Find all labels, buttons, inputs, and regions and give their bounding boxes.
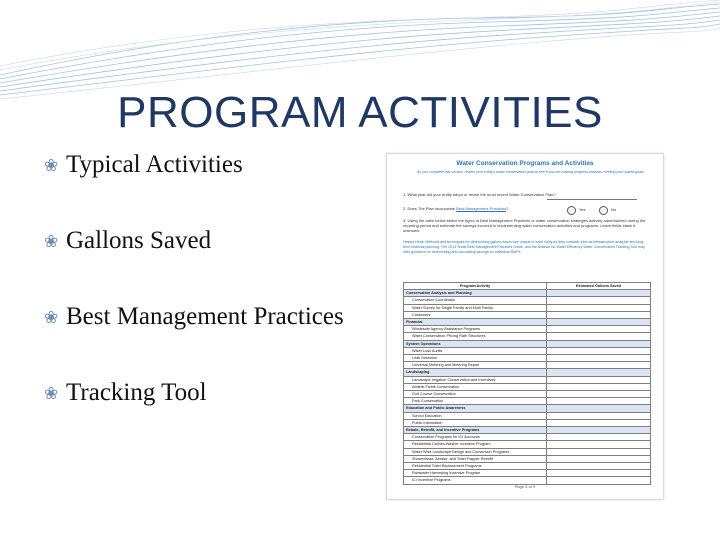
gallons-cell bbox=[547, 355, 651, 362]
bullet-item bbox=[44, 226, 364, 256]
flower-bullet-icon: ❀ bbox=[44, 232, 59, 251]
table-row bbox=[404, 355, 651, 362]
table-row bbox=[404, 326, 651, 333]
table-row bbox=[404, 434, 651, 441]
table-row bbox=[404, 311, 651, 318]
gallons-cell bbox=[547, 434, 651, 441]
activity-cell: School Education bbox=[404, 412, 547, 419]
gallons-cell bbox=[547, 398, 651, 405]
no-radio bbox=[599, 206, 608, 215]
table-row bbox=[404, 470, 651, 477]
category-cell: Rebate, Retrofit, and Incentive Programs bbox=[404, 427, 547, 434]
table-row bbox=[404, 369, 651, 376]
gallons-cell bbox=[547, 383, 651, 390]
gallons-cell bbox=[547, 290, 651, 297]
document-intro: As you complete this section, review your entity's water conservation plan to see if you are making progress towards meeting your stated goals. bbox=[417, 170, 645, 174]
flower-bullet-icon: ❀ bbox=[44, 308, 59, 327]
gallons-cell bbox=[547, 362, 651, 369]
gallons-cell bbox=[547, 470, 651, 477]
table-row bbox=[404, 383, 651, 390]
table-row bbox=[404, 412, 651, 419]
gallons-cell bbox=[547, 463, 651, 470]
gallons-cell bbox=[547, 419, 651, 426]
document-title: Water Conservation Programs and Activities bbox=[456, 160, 594, 167]
gallons-cell bbox=[547, 304, 651, 311]
no-label: No bbox=[611, 207, 617, 212]
activity-cell: ICI Incentive Programs bbox=[404, 477, 547, 484]
yes-label: Yes bbox=[579, 207, 586, 212]
flower-bullet-icon: ❀ bbox=[44, 384, 59, 403]
activity-cell: Water Loss Audits bbox=[404, 347, 547, 354]
question-2-suffix: ? bbox=[506, 206, 509, 211]
answer-line bbox=[547, 199, 637, 200]
gallons-cell bbox=[547, 448, 651, 455]
bullet-text: Tracking Tool bbox=[66, 379, 207, 406]
gallons-cell bbox=[547, 405, 651, 412]
activity-cell: Leak Detection bbox=[404, 355, 547, 362]
bullet-text: Best Management Practices bbox=[66, 303, 344, 330]
question-1: 1. What year did your entity adopt or revise the most recent Water Conservation Plan? bbox=[403, 192, 556, 197]
question-3: 3. Using the table below select the types of Best Management Practices or water conservation strategies actively administered during the reporting period and estimate the savings incurred in implementing water conservation activities and programs. Leave fields blank if unknown. bbox=[403, 218, 646, 233]
page-number: Page 5 of 9 bbox=[514, 484, 536, 489]
gallons-cell bbox=[547, 333, 651, 340]
activity-cell: Water Wise Landscape Design and Conversion Programs bbox=[404, 448, 547, 455]
gallons-cell bbox=[547, 455, 651, 462]
table-row bbox=[404, 441, 651, 448]
activity-cell: Public Information bbox=[404, 419, 547, 426]
table-row bbox=[404, 347, 651, 354]
column-header-gallons: Estimated Gallons Saved bbox=[547, 283, 651, 290]
category-cell: System Operations bbox=[404, 340, 547, 347]
activity-cell: Residential Clothes Washer Incentive Program bbox=[404, 441, 547, 448]
table-row bbox=[404, 297, 651, 304]
table-row bbox=[404, 427, 651, 434]
activity-cell: Water Conservation Pricing Rate Structures bbox=[404, 333, 547, 340]
gallons-cell bbox=[547, 340, 651, 347]
gallons-cell bbox=[547, 297, 651, 304]
activity-cell: Water Survey for Single Family and Multi Family bbox=[404, 304, 547, 311]
category-cell: Landscaping bbox=[404, 369, 547, 376]
activity-cell: Wholesale Agency Assistance Programs bbox=[404, 326, 547, 333]
question-2 bbox=[403, 206, 508, 211]
activities-table bbox=[403, 282, 651, 485]
question-2-text: 2. Does The Plan incorporate bbox=[403, 206, 457, 211]
bullet-item bbox=[44, 378, 364, 408]
wave-decoration bbox=[0, 0, 720, 100]
gallons-cell bbox=[547, 369, 651, 376]
table-header-row bbox=[404, 283, 651, 290]
flower-bullet-icon: ❀ bbox=[44, 156, 59, 175]
activity-cell: Park Conservation bbox=[404, 398, 547, 405]
table-row bbox=[404, 455, 651, 462]
bullet-item bbox=[44, 150, 364, 180]
activity-cell: Conservation Coordinator bbox=[404, 297, 547, 304]
column-header-activity: Program/Activity bbox=[404, 283, 547, 290]
gallons-cell bbox=[547, 311, 651, 318]
gallons-cell bbox=[547, 412, 651, 419]
gallons-cell bbox=[547, 326, 651, 333]
table-row bbox=[404, 333, 651, 340]
category-cell: Education and Public Awareness bbox=[404, 405, 547, 412]
table-row bbox=[404, 419, 651, 426]
helpful-hints: Helpful Hints: Methods and techniques for determining gallons saved are unique to each utility as they consider internal infrastructure analysis and long-term financial planning. The 2013 Texas Best Management Practices Guide, and the Alliance for Water Efficiency Water Conservation Tracking Tool may offer guidance on determining and calculating savings for individual BMPs. bbox=[403, 240, 645, 254]
table-row bbox=[404, 463, 651, 470]
table-row bbox=[404, 391, 651, 398]
yes-radio bbox=[567, 206, 576, 215]
table-row bbox=[404, 376, 651, 383]
bullet-text: Typical Activities bbox=[66, 151, 243, 178]
table-row bbox=[404, 319, 651, 326]
gallons-cell bbox=[547, 319, 651, 326]
category-cell: Financial bbox=[404, 319, 547, 326]
bmp-link: Best Management Practices bbox=[456, 206, 507, 211]
activity-cell: Showerhead, Aerator, and Toilet Flapper Retrofit bbox=[404, 455, 547, 462]
table-row bbox=[404, 340, 651, 347]
table-body bbox=[404, 290, 651, 484]
activity-cell: Rainwater Harvesting Incentive Program bbox=[404, 470, 547, 477]
gallons-cell bbox=[547, 347, 651, 354]
table-row bbox=[404, 290, 651, 297]
gallons-cell bbox=[547, 427, 651, 434]
bullet-item bbox=[44, 302, 364, 332]
activity-cell: Landscape Irrigation Conservation and Incentives bbox=[404, 376, 547, 383]
slide-title: PROGRAM ACTIVITIES bbox=[117, 88, 603, 137]
table-row bbox=[404, 398, 651, 405]
activity-cell: Universal Metering and Metering Repair bbox=[404, 362, 547, 369]
table-row bbox=[404, 304, 651, 311]
activity-cell: Athletic Fields Conservation bbox=[404, 383, 547, 390]
activity-cell: Golf Course Conservation bbox=[404, 391, 547, 398]
category-cell: Conservation Analysis and Planning bbox=[404, 290, 547, 297]
activity-cell: Conservation Programs for ICI Accounts bbox=[404, 434, 547, 441]
activity-cell: Customers bbox=[404, 311, 547, 318]
bullet-list bbox=[44, 150, 364, 408]
gallons-cell bbox=[547, 391, 651, 398]
activity-cell: Residential Toilet Replacement Programs bbox=[404, 463, 547, 470]
table-row bbox=[404, 362, 651, 369]
bullet-text: Gallons Saved bbox=[66, 227, 212, 254]
table-row bbox=[404, 448, 651, 455]
gallons-cell bbox=[547, 441, 651, 448]
form-document-image bbox=[386, 153, 664, 500]
gallons-cell bbox=[547, 376, 651, 383]
table-row bbox=[404, 405, 651, 412]
